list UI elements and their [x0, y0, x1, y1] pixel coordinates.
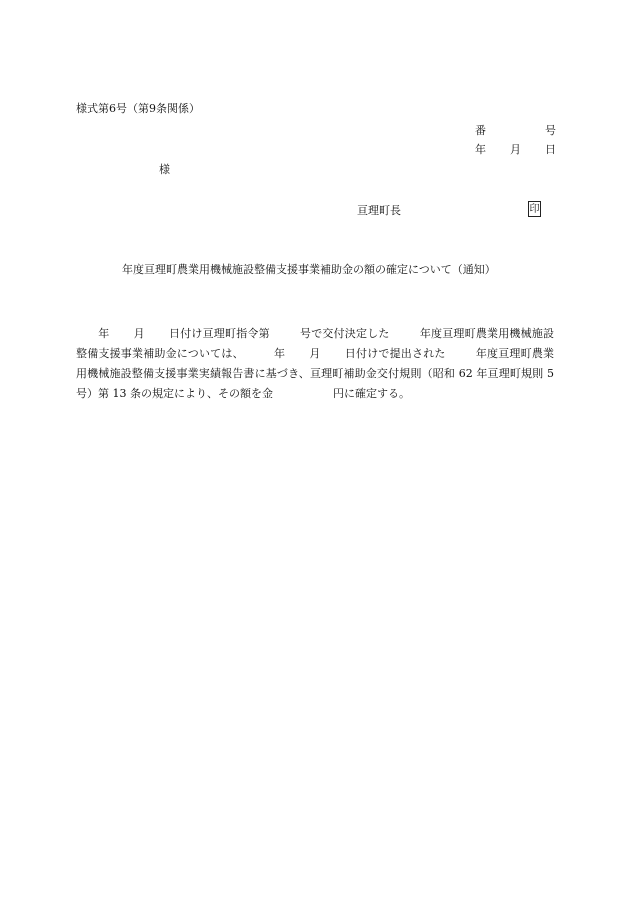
body-segment-c: 年度亘理町農業用機械施設整備支援事業補助金については、: [76, 327, 555, 360]
document-number-ban: 番: [475, 124, 486, 137]
document-number-go: 号: [545, 124, 556, 137]
body-year: 年: [98, 327, 110, 340]
document-title: 年度亘理町農業用機械施設整備支援事業補助金の額の確定について（通知）: [122, 263, 496, 276]
date-year-label: 年: [475, 143, 486, 156]
seal-stamp: 印: [528, 201, 541, 217]
body-segment-d: 年: [273, 347, 286, 360]
body-segment-h: 円に確定する。: [333, 387, 410, 400]
body-month: 月: [133, 327, 145, 340]
body-segment-g: 年度亘理町農業用機械施設整備支援事業実績報告書に基づき、亘理町補助金交付規則（昭和 62 年亘理町規則 5 号）第 13 条の規定により、その額を金: [76, 347, 555, 400]
notice-body: [76, 324, 554, 404]
body-segment-a: 日付け亘理町指令第: [168, 327, 270, 340]
date-day-label: 日: [545, 143, 556, 156]
addressee-suffix: 様: [159, 163, 170, 176]
body-segment-f: 日付けで提出された: [344, 347, 446, 360]
sender-name: 亘理町長: [357, 204, 401, 217]
date-month-label: 月: [510, 143, 521, 156]
body-segment-b: 号で交付決定した: [299, 327, 390, 340]
body-segment-e: 月: [309, 347, 321, 360]
form-number-label: 様式第6号（第9条関係）: [76, 102, 200, 115]
